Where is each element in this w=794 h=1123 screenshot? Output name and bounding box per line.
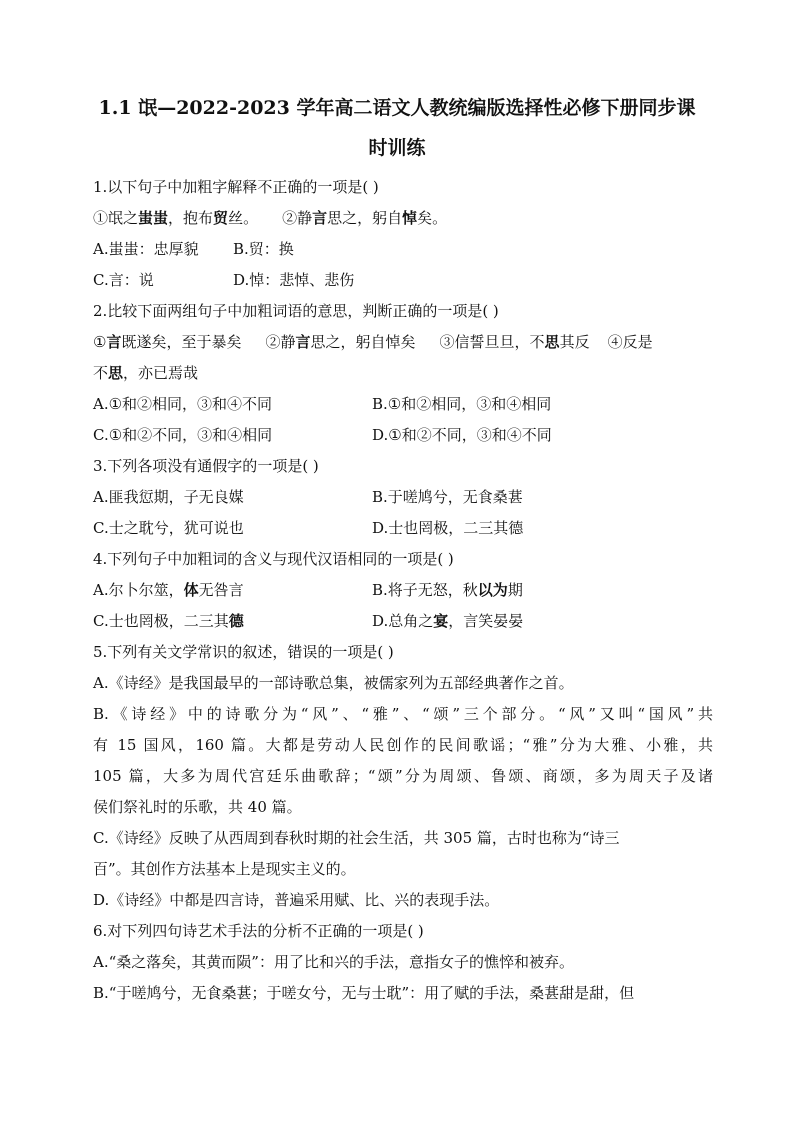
q1-bold-word: 悼 <box>402 209 418 227</box>
document-title-line-2: 时训练 <box>368 137 426 159</box>
q4-text: ，言笑晏晏 <box>448 612 524 630</box>
q1-bold-word: 蚩蚩 <box>138 209 169 227</box>
question-4-stem: 4.下列句子中加粗词的含义与现代汉语相同的一项是( ) <box>93 550 454 568</box>
document-title-line-1: 1.1 氓—2022-2023 学年高二语文人教统编版选择性必修下册同步课 <box>98 97 696 119</box>
q2-option-a: A.①和②相同，③和④不同 <box>93 395 273 413</box>
question-2-stem: 2.比较下面两组句子中加粗词语的意思，判断正确的一项是( ) <box>93 302 499 320</box>
q1-sentence-1-part: ，抱布 <box>168 209 214 227</box>
q4-text: A.尔卜尔筮， <box>93 581 184 599</box>
q2-text: ① <box>93 333 107 351</box>
q5-option-d: D.《诗经》中都是四言诗，普遍采用赋、比、兴的表现手法。 <box>93 891 500 909</box>
q4-text: C.士也罔极，二三其 <box>93 612 229 630</box>
question-2-options-ab <box>93 392 713 416</box>
question-2-sentences-line-1 <box>93 330 713 354</box>
q2-text: ③信誓旦旦，不 <box>439 333 545 351</box>
q2-bold-word: 思 <box>544 333 560 351</box>
q2-text: ②静 <box>265 333 296 351</box>
q3-option-a: A.匪我愆期，子无良媒 <box>93 488 244 506</box>
q5-option-c-line-1: C.《诗经》反映了从西周到春秋时期的社会生活，共 305 篇，古时也称为“诗三 <box>93 829 620 847</box>
q4-text: D.总角之 <box>372 612 434 630</box>
q5-option-b-line-3: 105 篇，大多为周代宫廷乐曲歌辞；“颂”分为周颂、鲁颂、商颂，多为周天子及诸 <box>93 767 713 785</box>
q1-option-c: C.言：说 <box>93 271 154 289</box>
question-1-options-cd <box>93 268 713 292</box>
q5-option-c-line-2: 百”。其创作方法基本上是现实主义的。 <box>93 860 356 878</box>
q4-bold-word: 宴 <box>433 612 449 630</box>
q1-sentence-1-part: 丝。 <box>228 209 259 227</box>
q3-option-c: C.士之耽兮，犹可说也 <box>93 519 244 537</box>
q3-option-b: B.于嗟鸠兮，无食桑葚 <box>372 488 523 506</box>
q4-text: 无咎言 <box>198 581 244 599</box>
q4-text: B.将子无怒，秋 <box>372 581 478 599</box>
q1-option-b: B.贸：换 <box>233 240 294 258</box>
q4-bold-word: 体 <box>183 581 199 599</box>
q5-option-b-line-1: B.《诗经》中的诗歌分为“风”、“雅”、“颂”三个部分。“风”又叫“国风”共 <box>93 705 713 723</box>
q1-sentence-2-part: 矣。 <box>417 209 448 227</box>
q2-text: 思之，躬自悼矣 <box>310 333 416 351</box>
q2-option-b: B.①和②相同，③和④相同 <box>372 395 552 413</box>
q4-bold-word: 以为 <box>477 581 508 599</box>
q1-bold-word: 贸 <box>213 209 229 227</box>
q2-bold-word: 思 <box>108 364 124 382</box>
q6-option-b: B.“于嗟鸠兮，无食桑葚；于嗟女兮，无与士耽”：用了赋的手法，桑葚甜是甜，但 <box>93 984 635 1002</box>
q5-option-a: A.《诗经》是我国最早的一部诗歌总集，被儒家列为五部经典著作之首。 <box>93 674 574 692</box>
question-2-sentences-line-2 <box>93 361 713 385</box>
q2-option-c: C.①和②不同，③和④相同 <box>93 426 273 444</box>
q6-option-a: A.“桑之落矣，其黄而陨”：用了比和兴的手法，意指女子的憔悴和被弃。 <box>93 953 574 971</box>
q1-sentence-2-part: ②静 <box>282 209 313 227</box>
q1-option-a: A.蚩蚩：忠厚貌 <box>93 240 199 258</box>
question-1-options-ab <box>93 237 713 261</box>
question-1-stem: 1.以下句子中加粗字解释不正确的一项是( ) <box>93 178 379 196</box>
q2-bold-word: 言 <box>295 333 311 351</box>
q4-text: 期 <box>507 581 523 599</box>
q1-bold-word: 言 <box>312 209 328 227</box>
q2-text: ，亦已焉哉 <box>123 364 199 382</box>
q1-sentence-1-part: ①氓之 <box>93 209 139 227</box>
question-3-options-cd <box>93 516 713 540</box>
q4-bold-word: 德 <box>228 612 244 630</box>
q5-option-b-line-4: 侯们祭礼时的乐歌，共 40 篇。 <box>93 798 302 816</box>
q5-option-b-line-2: 有 15 国风，160 篇。大都是劳动人民创作的民间歌谣；“雅”分为大雅、小雅，共 <box>93 736 713 754</box>
q4-option-d <box>372 609 523 633</box>
q2-text: ④反是 <box>607 333 653 351</box>
q2-bold-word: 言 <box>106 333 122 351</box>
q2-text: 不 <box>93 364 109 382</box>
question-5-stem: 5.下列有关文学常识的叙述，错误的一项是( ) <box>93 643 394 661</box>
q2-option-d: D.①和②不同，③和④不同 <box>372 426 552 444</box>
question-6-stem: 6.对下列四句诗艺术手法的分析不正确的一项是( ) <box>93 922 424 940</box>
question-3-stem: 3.下列各项没有通假字的一项是( ) <box>93 457 319 475</box>
q4-option-c <box>93 612 244 630</box>
q2-text: 其反 <box>559 333 590 351</box>
q1-sentence-2-part: 思之，躬自 <box>327 209 403 227</box>
q4-option-b <box>372 578 523 602</box>
question-2-options-cd <box>93 423 713 447</box>
question-3-options-ab <box>93 485 713 509</box>
q2-text: 既遂矣，至于暴矣 <box>121 333 242 351</box>
q1-option-d: D.悼：悲悼、悲伤 <box>233 271 355 289</box>
q4-option-a <box>93 581 244 599</box>
question-4-options-cd <box>93 609 713 633</box>
q3-option-d: D.士也罔极，二三其德 <box>372 519 524 537</box>
question-4-options-ab <box>93 578 713 602</box>
question-1-sentences <box>93 206 713 230</box>
